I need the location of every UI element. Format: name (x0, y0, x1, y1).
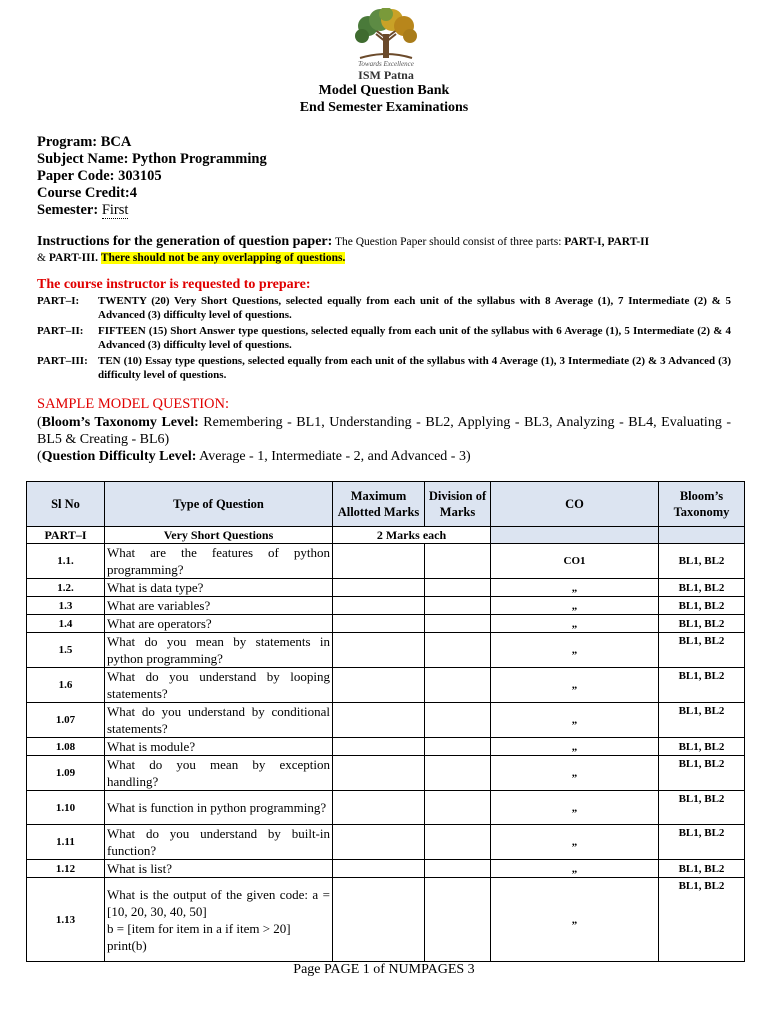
part-2: PART–II: FIFTEEN (15) Short Answer type questions, selected equally from each unit of the syllabus with 6 Average (1), 5 Intermediate (2) & 4 Advanced (3) difficulty level of questions. (37, 325, 731, 351)
table-row: 1.07 What do you understand by conditional statements? „ BL1, BL2 (27, 703, 745, 738)
col-bloom: Bloom’s Taxonomy (659, 482, 745, 527)
parts-list (37, 294, 731, 384)
part-3: PART–III: TEN (10) Essay type questions, selected equally from each unit of the syllabus with 4 Average (1), 3 Intermediate (2) & 3 Advanced (3) difficulty level of questions. (37, 355, 731, 381)
table-row: 1.5 What do you mean by statements in python programming? „ BL1, BL2 (27, 633, 745, 668)
course-meta (37, 134, 267, 219)
table-header (27, 482, 745, 527)
table-row: 1.12 What is list? „ BL1, BL2 (27, 860, 745, 878)
program-line: Program: BCA (37, 134, 132, 150)
table-row: 1.09 What do you mean by exception handling? „ BL1, BL2 (27, 756, 745, 791)
col-type: Type of Question (105, 482, 333, 527)
table-row: 1.6 What do you understand by looping statements? „ BL1, BL2 (27, 668, 745, 703)
col-max: Maximum Allotted Marks (333, 482, 425, 527)
no-overlap-highlight: There should not be any overlapping of questions. (100, 252, 346, 264)
table-row: 1.13 What is the output of the given code: a = [10, 20, 30, 40, 50] b = [item for item in a if item > 20] print(b) „ BL1, BL2 (27, 878, 745, 962)
page-subtitle: End Semester Examinations (299, 100, 469, 115)
col-co: CO (491, 482, 659, 527)
table-row: 1.2. What is data type? „ BL1, BL2 (27, 579, 745, 597)
ism-logo (340, 8, 432, 80)
prepare-heading: The course instructor is requested to prepare: (37, 277, 311, 292)
paper-code-line: Paper Code: 303105 (37, 168, 162, 184)
logo-tagline: Towards Excellence (358, 60, 414, 68)
bloom-levels: (Bloom’s Taxonomy Level: Remembering - BL1, Understanding - BL2, Applying - BL3, Analyzing - BL4, Evaluating - BL5 & Creating - BL6) (Question Difficulty Level: Average - 1, Intermediate - 2, and Advanced - 3) (37, 415, 731, 464)
table-row: 1.11 What do you understand by built-in function? „ BL1, BL2 (27, 825, 745, 860)
code-question: What is the output of the given code: a = [10, 20, 30, 40, 50] b = [item for item in a if item > 20] print(b) (105, 878, 333, 962)
tree-icon (340, 8, 432, 62)
subject-line: Subject Name: Python Programming (37, 151, 267, 167)
credit-line: Course Credit:4 (37, 185, 138, 201)
table-row: 1.1. What are the features of python programming? CO1 BL1, BL2 (27, 544, 745, 579)
col-div: Division of Marks (425, 482, 491, 527)
table-row: 1.10 What is function in python programming? „ BL1, BL2 (27, 791, 745, 825)
col-sl: Sl No (27, 482, 105, 527)
page-title: Model Question Bank (318, 83, 450, 98)
question-table (26, 481, 745, 962)
logo-name: ISM Patna (358, 68, 414, 82)
page-footer: Page PAGE 1 of NUMPAGES 3 (293, 962, 475, 977)
instructions: Instructions for the generation of question paper: The Question Paper should consist of three parts: PART-I, PART-II & PART-III. There should not be any overlapping of questions. (37, 234, 650, 264)
table-row: 1.3 What are variables? „ BL1, BL2 (27, 597, 745, 615)
sample-heading: SAMPLE MODEL QUESTION: (37, 396, 229, 412)
part-row: PART–I Very Short Questions 2 Marks each (27, 527, 745, 544)
table-row: 1.4 What are operators? „ BL1, BL2 (27, 615, 745, 633)
semester-line: Semester: First (37, 202, 129, 218)
part-1: PART–I: TWENTY (20) Very Short Questions, selected equally from each unit of the syllabus with 8 Average (1), 7 Intermediate (2) & 5 Advanced (3) difficulty level of questions. (37, 295, 731, 321)
table-row: 1.08 What is module? „ BL1, BL2 (27, 738, 745, 756)
